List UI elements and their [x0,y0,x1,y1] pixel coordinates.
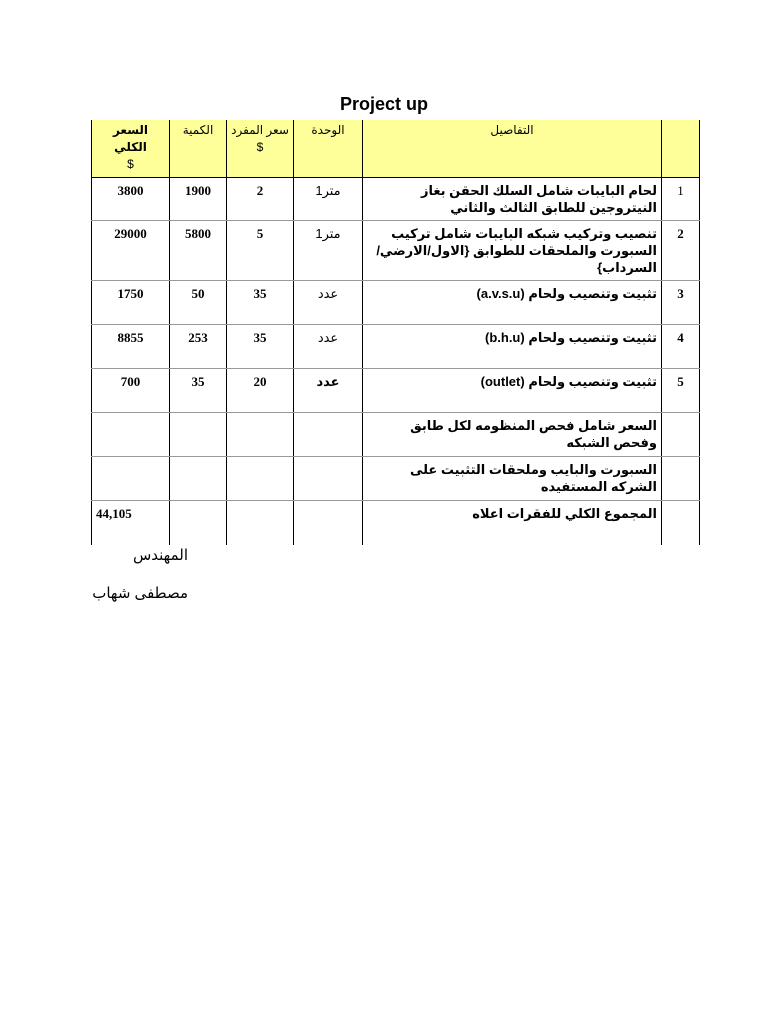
signature-role: المهندس [132,547,188,564]
header-quantity: الكمية [170,120,227,178]
signature-name: مصطفى شهاب [92,585,188,602]
note-supports-on-client: السبورت والبايب وملحقات التثبيت على الشركه المستفيده [363,457,662,501]
header-unit-price [227,120,294,178]
cell-total: 1750 [92,281,170,325]
cell-empty [92,457,170,501]
cell-index: 4 [662,325,700,369]
header-unit-price-currency: $ [256,140,264,154]
cell-unit: عدد [294,369,363,413]
cell-unit-price: 35 [227,325,294,369]
table-header-row [92,120,700,178]
cell-quantity: 5800 [170,221,227,281]
cell-details: تنصيب وتركيب شبكه البايبات شامل تركيب السبورت والملحقات للطوابق {الاول/الارضي/السرداب} [363,221,662,281]
table-row [92,281,700,325]
cell-index: 2 [662,221,700,281]
cell-quantity: 253 [170,325,227,369]
cell-unit-price: 20 [227,369,294,413]
cell-unit-price: 5 [227,221,294,281]
cell-total: 700 [92,369,170,413]
bill-of-quantities-table [91,120,700,545]
cell-index: 5 [662,369,700,413]
cell-unit: 1متر [294,221,363,281]
cell-details: لحام البايبات شامل السلك الحقن بغاز النيتروجين للطابق الثالث والثاني [363,178,662,221]
cell-details: تثبيت وتنصيب ولحام (b.h.u) [363,325,662,369]
total-row [92,501,700,545]
cell-empty [662,457,700,501]
cell-empty [170,457,227,501]
cell-empty [227,413,294,457]
cell-empty [92,413,170,457]
cell-total: 29000 [92,221,170,281]
cell-empty [294,457,363,501]
cell-index: 1 [662,178,700,221]
cell-empty [662,501,700,545]
header-unit: الوحدة [294,120,363,178]
header-total-price-label: السعر الكلي [112,123,149,154]
cell-unit: عدد [294,325,363,369]
cell-details: تثبيت وتنصيب ولحام (outlet) [363,369,662,413]
header-index [662,120,700,178]
cell-empty [170,413,227,457]
table-row [92,369,700,413]
table-row [92,325,700,369]
cell-unit: 1متر [294,178,363,221]
cell-quantity: 50 [170,281,227,325]
cell-total: 8855 [92,325,170,369]
note-row [92,457,700,501]
cell-quantity: 35 [170,369,227,413]
note-row [92,413,700,457]
header-unit-price-label: سعر المفرد [231,123,289,137]
cell-empty [294,413,363,457]
cell-unit: عدد [294,281,363,325]
document-title: Project up [339,94,428,114]
grand-total-value: 44,105 [92,501,170,545]
cell-empty [227,457,294,501]
cell-empty [662,413,700,457]
header-total-price [92,120,170,178]
cell-empty [294,501,363,545]
table-row [92,178,700,221]
note-price-includes-testing: السعر شامل فحص المنظومه لكل طابق وفحص الشبكه [363,413,662,457]
cell-details: تثبيت وتنصيب ولحام (a.v.s.u) [363,281,662,325]
header-total-price-currency: $ [127,157,134,171]
table-row [92,221,700,281]
cell-empty [170,501,227,545]
cell-empty [227,501,294,545]
cell-index: 3 [662,281,700,325]
cell-unit-price: 35 [227,281,294,325]
cell-total: 3800 [92,178,170,221]
cell-unit-price: 2 [227,178,294,221]
header-details: التفاصيل [363,120,662,178]
cell-quantity: 1900 [170,178,227,221]
grand-total-label: المجموع الكلي للفقرات اعلاه [363,501,662,545]
